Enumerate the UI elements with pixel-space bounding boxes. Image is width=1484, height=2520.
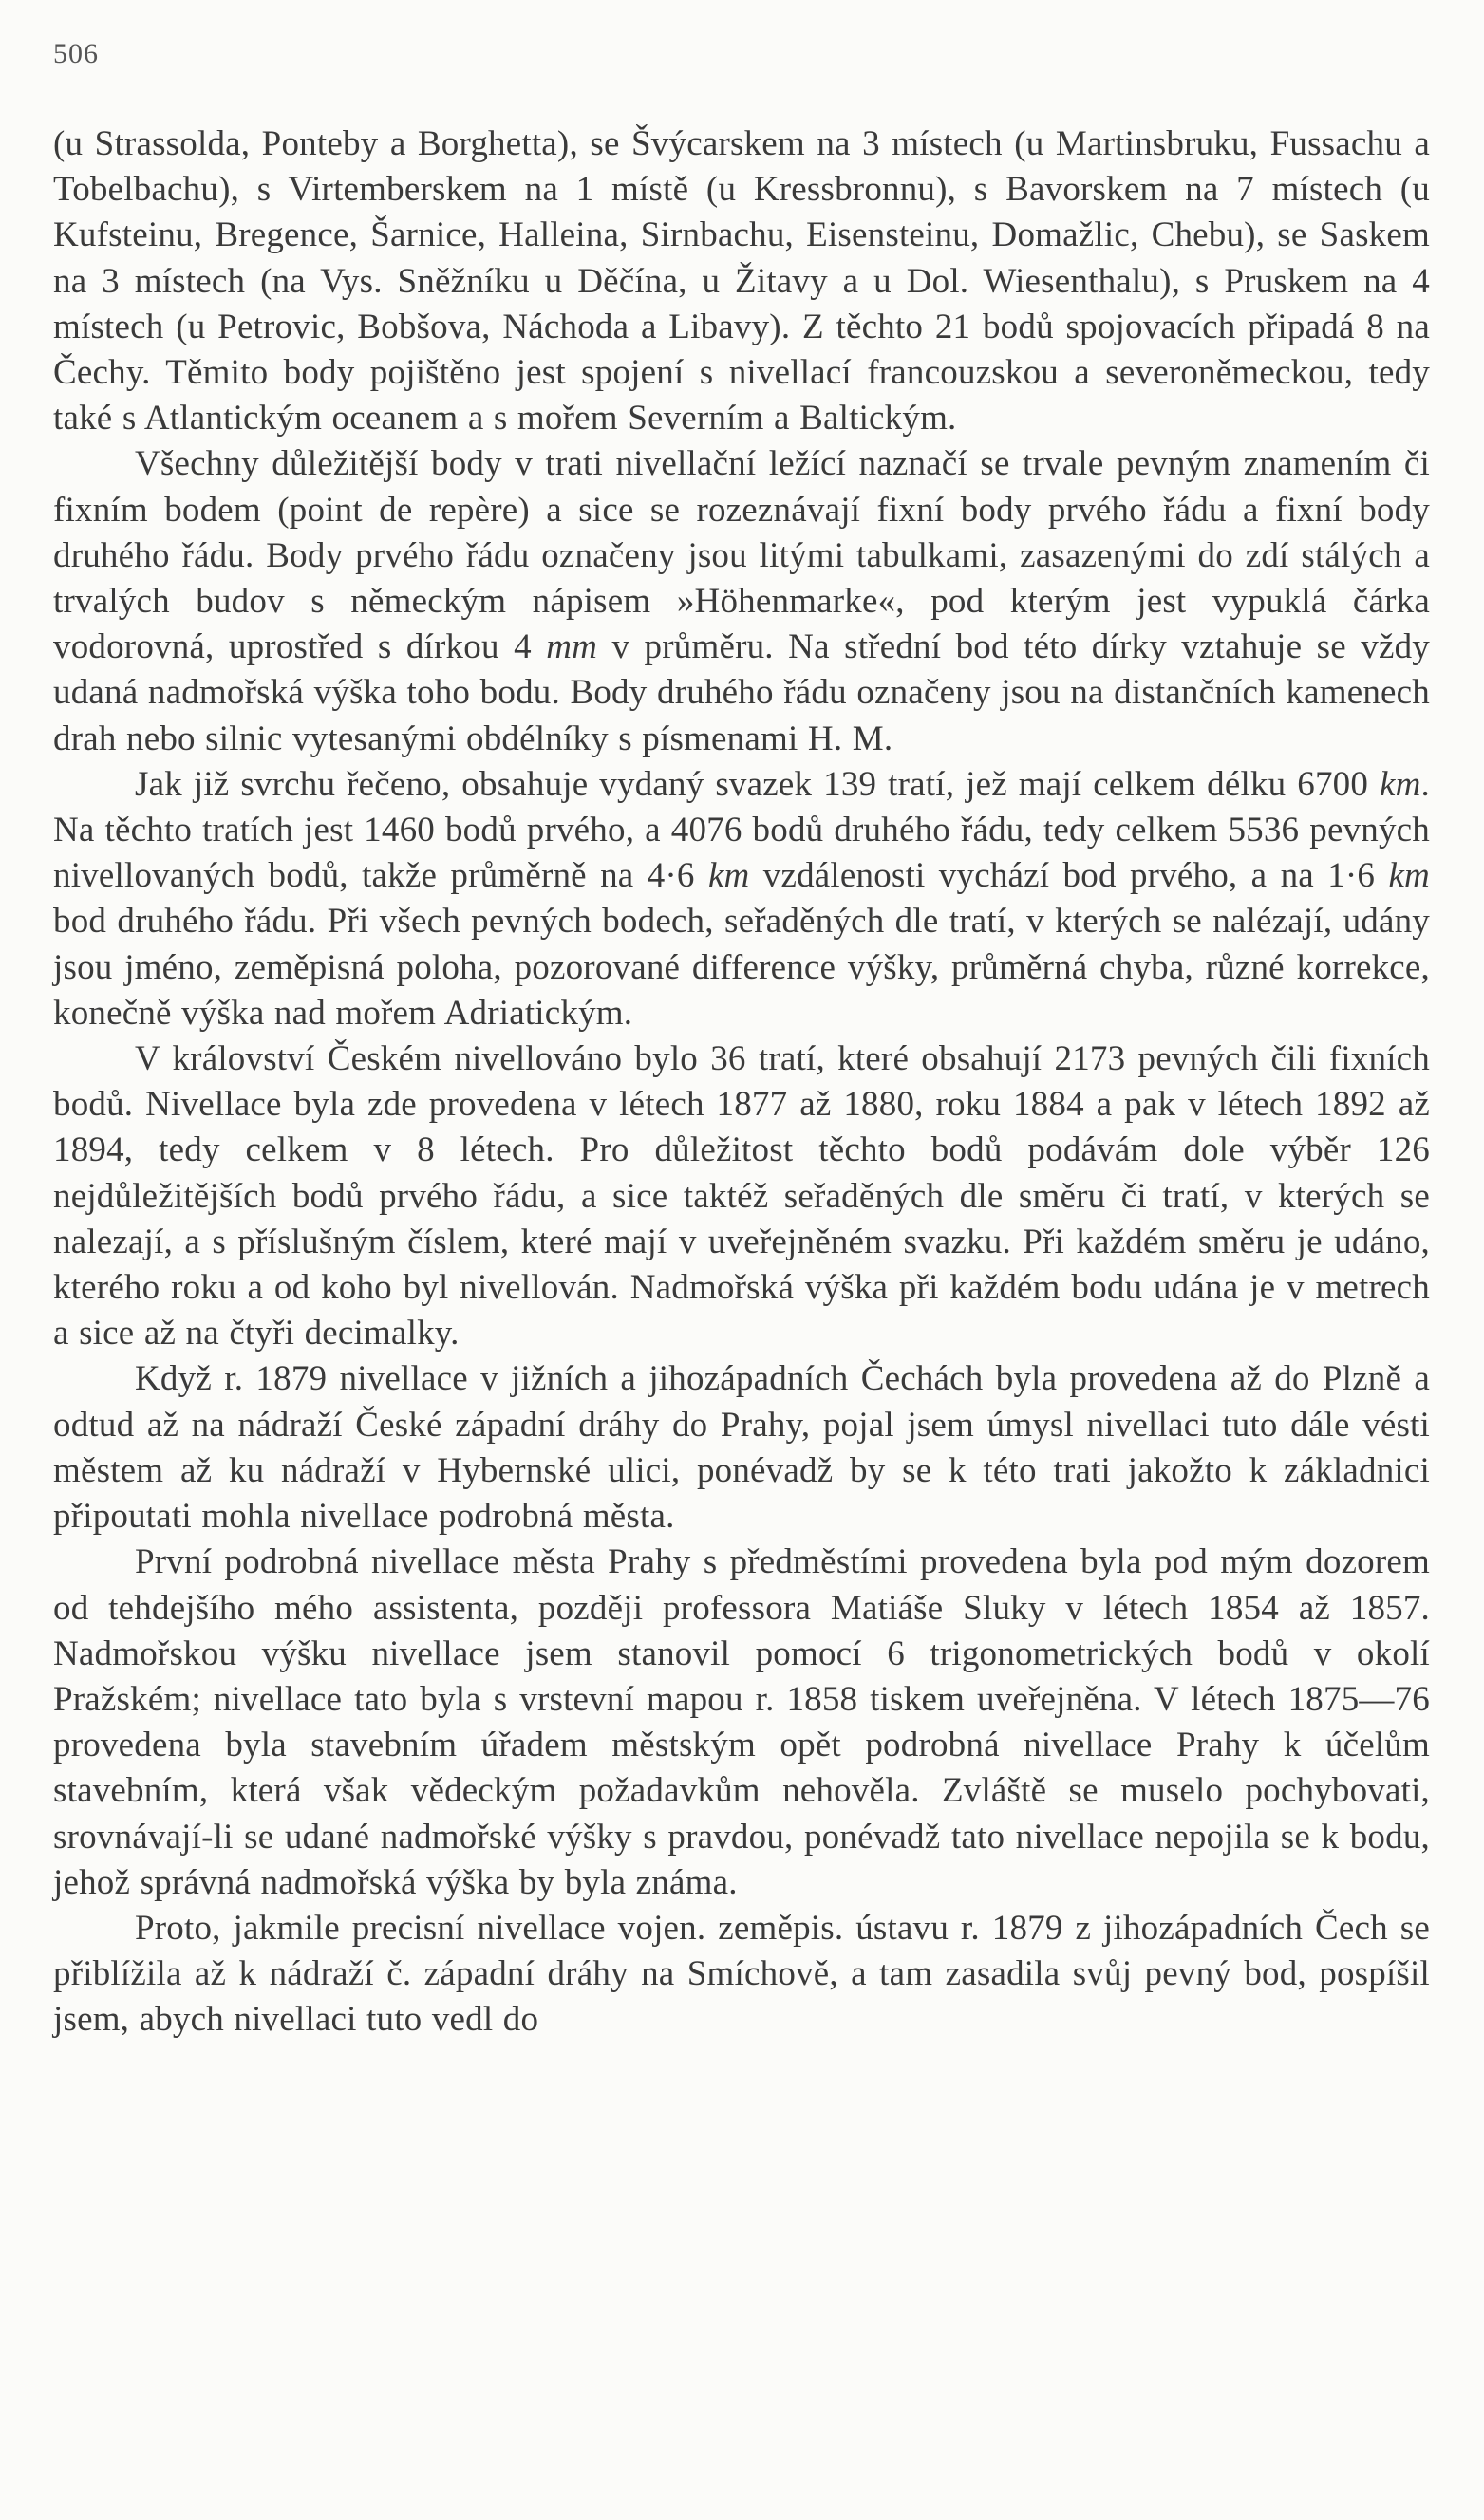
italic-unit: mm — [546, 627, 598, 667]
paragraph — [53, 1906, 1430, 2044]
paragraph — [53, 1356, 1430, 1540]
paragraph — [53, 121, 1430, 441]
text-run: vzdálenosti vychází bod prvého, a na 1·6 — [749, 856, 1389, 896]
italic-unit: km — [1388, 856, 1430, 896]
text-run: Když r. 1879 nivellace v jižních a jihozápadních Čechách byla provedena až do Plzně a odtud až na nádraží České západní dráhy do Prahy, pojal jsem úmysl nivellaci tuto dále vésti městem až ku nádraží v Hybernské ulici, ponévadž by se k této trati jakožto k základnici připoutati mohla nivellace podrobná města. — [53, 1359, 1430, 1537]
text-run: Proto, jakmile precisní nivellace vojen. zeměpis. ústavu r. 1879 z jihozápadních Čech se přiblížila až k nádraží č. západní dráhy na Smíchově, a tam zasadila svůj pevný bod, pospíšil jsem, abych nivellaci tuto vedl do — [53, 1908, 1430, 2040]
text-run: V království Českém nivellováno bylo 36 tratí, které obsahují 2173 pevných čili fixních bodů. Nivellace byla zde provedena v létech 1877 až 1880, roku 1884 a pak v létech 1892 až 1894, tedy celkem v 8 létech. Pro důležitost těchto bodů podávám dole výběr 126 nejdůležitějších bodů prvého řádu, a sice taktéž seřaděných dle směru či tratí, v kterých se nalezají, a s příslušným číslem, které mají v uveřejněném svazku. Při každém směru je udáno, kterého roku a od koho byl nivellován. Nadmořská výška při každém bodu udána je v metrech a sice až na čtyři decimalky. — [53, 1039, 1430, 1353]
text-run: . Na těchto tratích jest 1460 bodů prvého, a 4076 bodů druhého řádu, tedy celkem 5536 pevných nivellovaných bodů, takže průměrně na 4·6 — [53, 764, 1430, 896]
paragraph — [53, 762, 1430, 1036]
page-number: 506 — [53, 38, 99, 69]
text-run: bod druhého řádu. Při všech pevných bodech, seřaděných dle tratí, v kterých se nalézají, udány jsou jméno, zeměpisná poloha, pozorované differenсe výšky, průměrná chyba, různé korrekce, konečně výška nad mořem Adriatickým. — [53, 902, 1430, 1033]
text-run: (u Strassolda, Ponteby a Borghetta), se Švýcarskem na 3 místech (u Martinsbruku, Fussachu a Tobelbachu), s Virtemberskem na 1 místě (u Kressbronnu), s Bavorskem na 7 místech (u Kufsteinu, Bregence, Šarnice, Halleina, Sirnbachu, Eisensteinu, Domažlic, Chebu), se Saskem na 3 místech (na Vys. Sněžníku u Děčína, u Žitavy a u Dol. Wiesenthalu), s Pruskem na 4 místech (u Petrovic, Bobšova, Náchoda a Libavy). Z těchto 21 bodů spojovacích připadá 8 na Čechy. Těmito body pojištěno jest spojení s nivellací francouzskou a severoněmeckou, tedy také s Atlantickým oceanem a s mořem Severním a Baltickým. — [53, 124, 1430, 439]
text-run: v průměru. Na střední bod této dírky vztahuje se vždy udaná nadmořská výška toho bodu. Body druhého řádu označeny jsou na distančních kamenech drah nebo silnic vytesanými obdélníky s písmenami H. M. — [53, 627, 1430, 758]
paragraph — [53, 1540, 1430, 1906]
italic-unit: km — [1380, 764, 1421, 804]
text-run: Všechny důležitější body v trati nivellační ležící naznačí se trvale pevným znamením či fixním bodem (point de repère) a sice se rozeznávají fixní body prvého řádu a fixní body druhého řádu. Body prvého řádu označeny jsou litými tabulkami, zasazenými do zdí stálých a trvalých budov s německým nápisem »Höhenmarke«, pod kterým jest vypuklá čárka vodorovná, uprostřed s dírkou 4 — [53, 444, 1430, 667]
body-text — [53, 121, 1430, 2044]
paragraph — [53, 1036, 1430, 1356]
text-run: Jak již svrchu řečeno, obsahuje vydaný svazek 139 tratí, jež mají celkem délku 6700 — [135, 764, 1380, 804]
paragraph — [53, 441, 1430, 761]
text-run: První podrobná nivellace města Prahy s předměstími provedena byla pod mým dozorem od tehdejšího mého assistenta, později professora Matiáše Sluky v létech 1854 až 1857. Nadmořskou výšku nivellace jsem stanovil pomocí 6 trigonometrických bodů v okolí Pražském; nivellace tato byla s vrstevní mapou r. 1858 tiskem uveřejněna. V létech 1875—76 provedena byla stavebním úřadem městským opět podrobná nivellace Prahy k účelům stavebním, která však vědeckým požadavkům nehověla. Zvláště se muselo pochybovati, srovnávají-li se udané nadmořské výšky s pravdou, ponévadž tato nivellace nepojila se k bodu, jehož správná nadmořská výška by byla známa. — [53, 1542, 1430, 1902]
italic-unit: km — [707, 856, 750, 896]
